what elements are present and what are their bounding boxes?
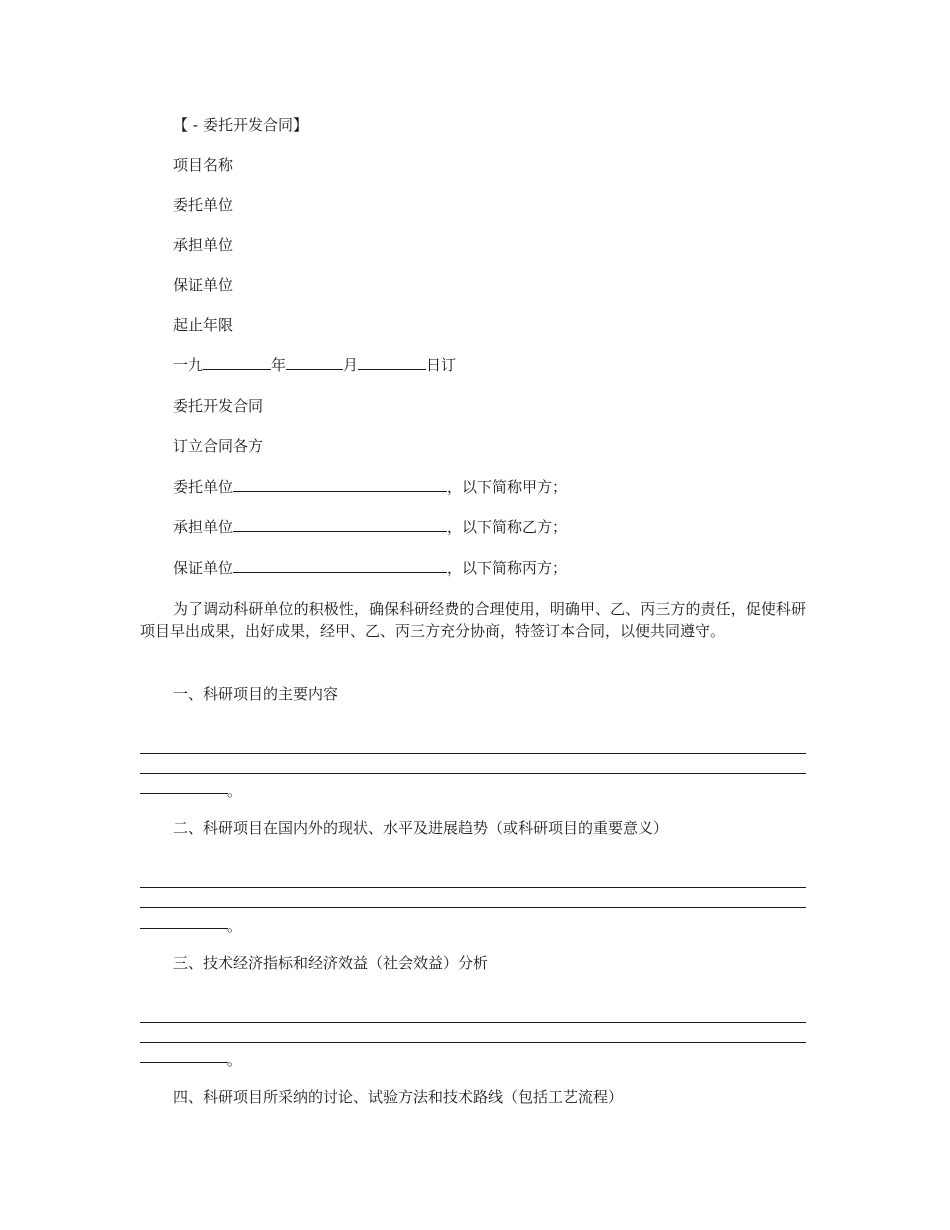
fill-line [140, 753, 806, 754]
fill-line-short [140, 793, 228, 794]
party-label: 委托单位 [173, 478, 234, 496]
cover-project-name: 项目名称 [173, 156, 234, 174]
day-blank [358, 355, 426, 370]
fill-line [140, 773, 806, 774]
party-row [173, 558, 567, 578]
party-label: 承担单位 [173, 518, 234, 536]
party-blank [233, 517, 447, 532]
date-year: 年 [271, 356, 287, 374]
party-blank [233, 558, 447, 573]
date-day-suffix: 日订 [426, 356, 457, 374]
party-suffix: ，以下简称乙方； [447, 518, 568, 536]
fill-line [140, 887, 806, 888]
section-end-mark: 。 [227, 917, 243, 935]
fill-line-short [140, 1062, 228, 1063]
party-blank [233, 477, 447, 492]
party-suffix: ，以下简称丙方； [447, 559, 568, 577]
document-title: 【 - 委托开发合同】 [173, 116, 308, 134]
year-blank [203, 355, 271, 370]
month-blank [286, 355, 343, 370]
party-row [173, 517, 567, 537]
section-heading: 三、技术经济指标和经济效益（社会效益）分析 [173, 954, 489, 972]
contract-heading: 委托开发合同 [173, 397, 264, 415]
cover-contractor-unit: 承担单位 [173, 236, 234, 254]
cover-client-unit: 委托单位 [173, 196, 234, 214]
fill-line [140, 907, 806, 908]
section-heading: 一、科研项目的主要内容 [173, 685, 339, 703]
fill-line [140, 1042, 806, 1043]
fill-line-short [140, 928, 228, 929]
section-heading: 四、科研项目所采纳的讨论、试验方法和技术路线（包括工艺流程） [173, 1088, 624, 1106]
party-suffix: ，以下简称甲方； [447, 478, 568, 496]
section-end-mark: 。 [227, 1051, 243, 1069]
fill-line [140, 1022, 806, 1023]
party-row [173, 477, 567, 497]
date-prefix: 一九 [173, 356, 204, 374]
preamble-paragraph: 为了调动科研单位的积极性，确保科研经费的合理使用，明确甲、乙、丙三方的责任，促使科研项目早出成果，出好成果，经甲、乙、丙三方充分协商，特签订本合同，以便共同遵守。 [140, 600, 806, 640]
section-end-mark: 。 [227, 782, 243, 800]
parties-heading: 订立合同各方 [173, 437, 264, 455]
date-month: 月 [343, 356, 359, 374]
date-line [173, 355, 456, 375]
section-heading: 二、科研项目在国内外的现状、水平及进展趋势（或科研项目的重要意义） [173, 819, 669, 837]
cover-guarantor-unit: 保证单位 [173, 276, 234, 294]
party-label: 保证单位 [173, 559, 234, 577]
cover-term: 起止年限 [173, 316, 234, 334]
